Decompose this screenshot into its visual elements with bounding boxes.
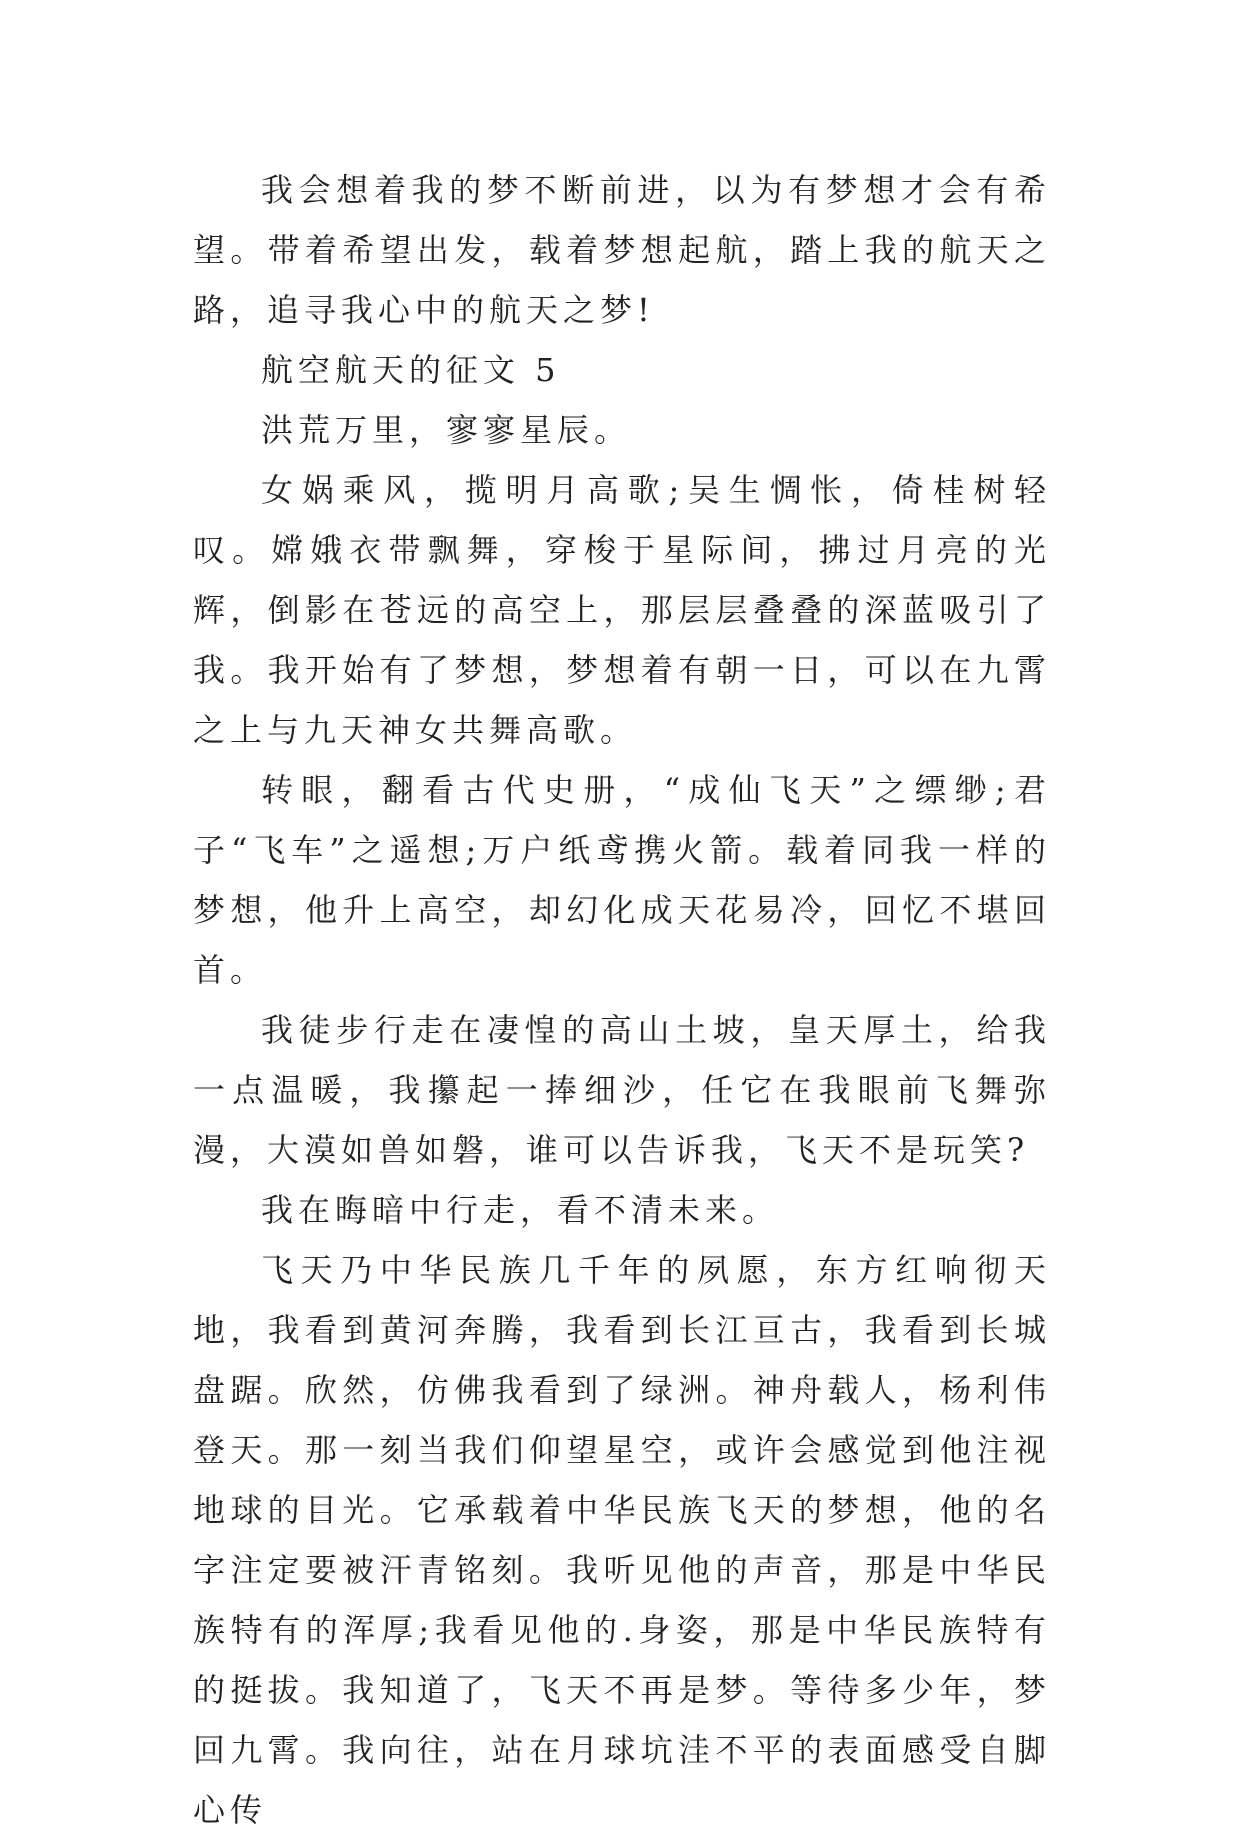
paragraph-myth: 女娲乘风，揽明月高歌;吴生惆怅，倚桂树轻叹。嫦娥衣带飘舞，穿梭于星际间，拂过月亮的光辉，倒影在苍远的高空上，那层层叠叠的深蓝吸引了我。我开始有了梦想，梦想着有朝一日，可以在九霄之上与九天神女共舞高歌。 — [193, 471, 1051, 749]
paragraph-shenzhou: 飞天乃中华民族几千年的夙愿，东方红响彻天地，我看到黄河奔腾，我看到长江亘古，我看到长城盘踞。欣然，仿佛我看到了绿洲。神舟载人，杨利伟登天。那一刻当我们仰望星空，或许会感觉到他注视地球的目光。它承载着中华民族飞天的梦想，他的名字注定要被汗青铭刻。我听见他的声音，那是中华民族特有的浑厚;我看见他的.身姿，那是中华民族特有的挺拔。我知道了，飞天不再是梦。等待多少年，梦回九霄。我向往，站在月球坑洼不平的表面感受自脚心传 — [193, 1251, 1051, 1829]
paragraph-desert: 我徒步行走在凄惶的高山土坡，皇天厚土，给我一点温暖，我攥起一捧细沙，任它在我眼前飞舞弥漫，大漠如兽如磐，谁可以告诉我，飞天不是玩笑? — [193, 1011, 1051, 1169]
section-heading: 航空航天的征文 5 — [261, 351, 561, 389]
paragraph-opening-line: 洪荒万里，寥寥星辰。 — [261, 411, 632, 449]
paragraph-dream-journey: 我会想着我的梦不断前进，以为有梦想才会有希望。带着希望出发，载着梦想起航，踏上我的航天之路，追寻我心中的航天之梦! — [193, 171, 1051, 329]
paragraph-history: 转眼，翻看古代史册，“成仙飞天”之缥缈;君子“飞车”之遥想;万户纸鸢携火箭。载着同我一样的梦想，他升上高空，却幻化成天花易冷，回忆不堪回首。 — [193, 771, 1051, 989]
document-page — [193, 160, 1051, 1840]
paragraph-darkness: 我在晦暗中行走，看不清未来。 — [261, 1191, 780, 1229]
